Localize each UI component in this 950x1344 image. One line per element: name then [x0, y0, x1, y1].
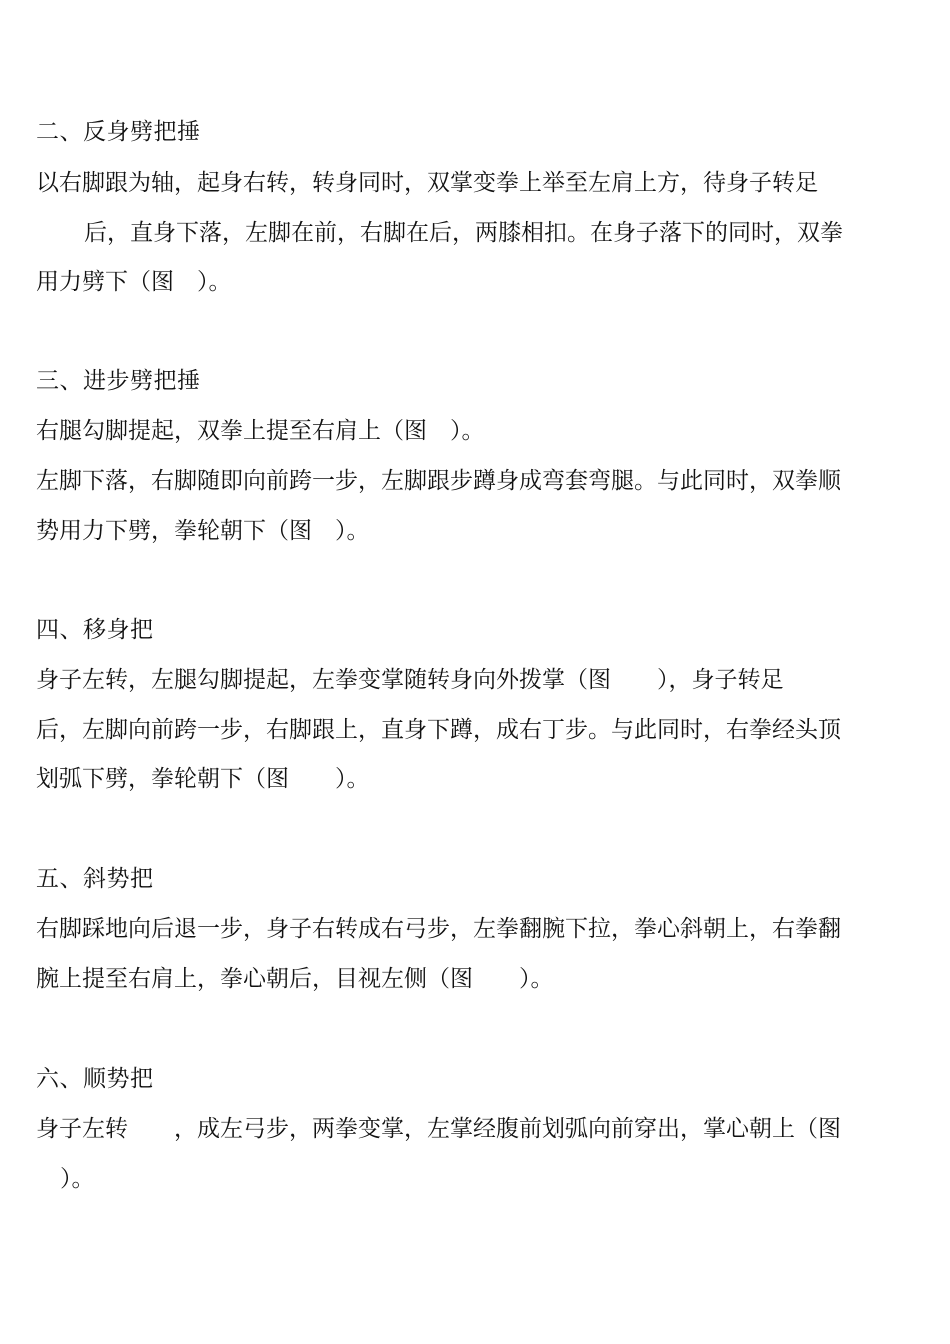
- paragraph-line: 身子左转 ，成左弓步，两拳变掌，左掌经腹前划弧向前穿出，掌心朝上（图: [36, 1116, 841, 1142]
- section-title-6: 六、顺势把: [36, 1066, 154, 1092]
- paragraph-line: 以右脚跟为轴，起身右转，转身同时，双掌变拳上举至左肩上方，待身子转足: [36, 170, 818, 196]
- paragraph-line: 划弧下劈，拳轮朝下（图 ）。: [36, 766, 370, 792]
- paragraph-line: ）。: [60, 1166, 95, 1192]
- paragraph-line: 右腿勾脚提起，双拳上提至右肩上（图 ）。: [36, 418, 485, 444]
- paragraph-line: 用力劈下（图 ）。: [36, 269, 232, 295]
- paragraph-line: 后，左脚向前跨一步，右脚跟上，直身下蹲，成右丁步。与此同时，右拳经头顶: [36, 717, 841, 743]
- paragraph-line: 后，直身下落，左脚在前，右脚在后，两膝相扣。在身子落下的同时，双拳: [84, 220, 843, 246]
- paragraph-line: 腕上提至右肩上，拳心朝后，目视左侧（图 ）。: [36, 966, 554, 992]
- paragraph-line: 身子左转，左腿勾脚提起，左拳变掌随转身向外拨掌（图 ），身子转足: [36, 667, 784, 693]
- section-title-4: 四、移身把: [36, 617, 154, 643]
- paragraph-line: 右脚踩地向后退一步，身子右转成右弓步，左拳翻腕下拉，拳心斜朝上，右拳翻: [36, 916, 841, 942]
- section-title-2: 二、反身劈把捶: [36, 119, 201, 145]
- paragraph-line: 左脚下落，右脚随即向前跨一步，左脚跟步蹲身成弯套弯腿。与此同时，双拳顺: [36, 468, 841, 494]
- section-title-5: 五、斜势把: [36, 866, 154, 892]
- section-title-3: 三、进步劈把捶: [36, 368, 201, 394]
- paragraph-line: 势用力下劈，拳轮朝下（图 ）。: [36, 518, 370, 544]
